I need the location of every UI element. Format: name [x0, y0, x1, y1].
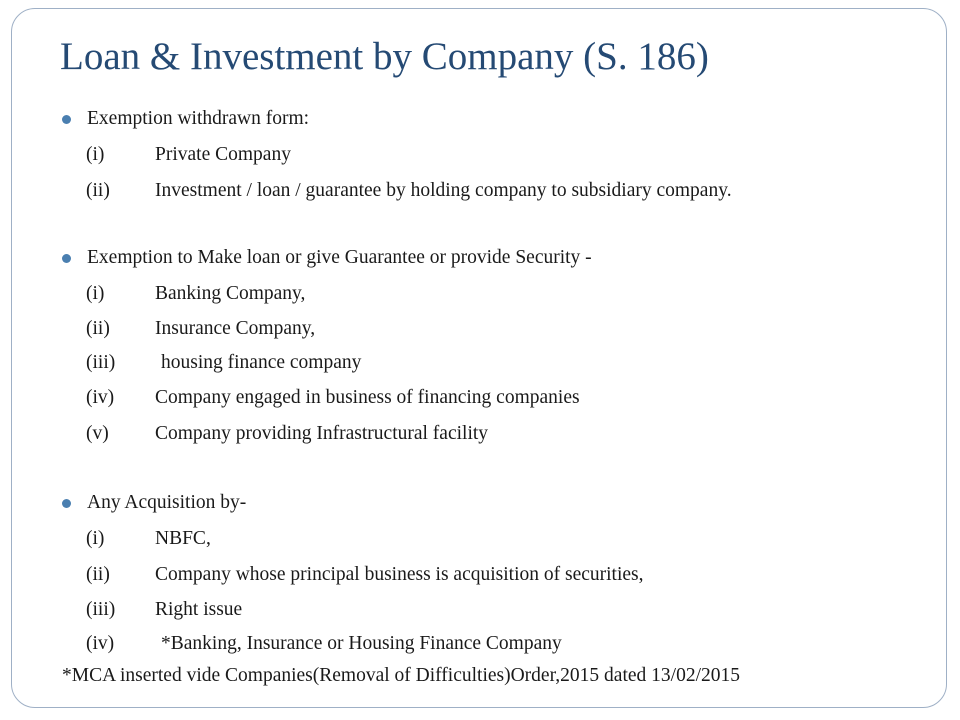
bullet-dot-icon: [62, 115, 71, 124]
item-number: (i): [86, 283, 105, 304]
item-text: Investment / loan / guarantee by holding company to subsidiary company.: [155, 180, 732, 201]
bullet-heading: Exemption to Make loan or give Guarantee or provide Security -: [87, 247, 592, 268]
item-text: Company providing Infrastructural facility: [155, 423, 489, 444]
bullet-dot-icon: [62, 499, 71, 508]
slide-title: Loan & Investment by Company (S. 186): [60, 35, 709, 78]
item-text: Right issue: [155, 599, 243, 620]
item-number: (iv): [86, 633, 115, 654]
item-number: (ii): [86, 180, 110, 201]
bullet-dot-icon: [62, 254, 71, 263]
item-text: Insurance Company,: [155, 318, 316, 339]
item-text: Banking Company,: [155, 283, 306, 304]
item-text: housing finance company: [161, 352, 362, 373]
item-number: (iii): [86, 599, 116, 620]
bullet-heading: Exemption withdrawn form:: [87, 108, 310, 129]
item-text: Company whose principal business is acquisition of securities,: [155, 564, 644, 585]
item-number: (ii): [86, 318, 110, 339]
footnote: *MCA inserted vide Companies(Removal of Difficulties)Order,2015 dated 13/02/2015: [62, 665, 740, 686]
item-text: NBFC,: [155, 528, 211, 549]
item-number: (i): [86, 144, 105, 165]
item-number: (iv): [86, 387, 115, 408]
item-number: (i): [86, 528, 105, 549]
item-text: Private Company: [155, 144, 291, 165]
item-number: (iii): [86, 352, 116, 373]
bullet-heading: Any Acquisition by-: [87, 492, 247, 513]
item-text: Company engaged in business of financing companies: [155, 387, 580, 408]
item-text: *Banking, Insurance or Housing Finance Company: [161, 633, 562, 654]
item-number: (ii): [86, 564, 110, 585]
item-number: (v): [86, 423, 109, 444]
